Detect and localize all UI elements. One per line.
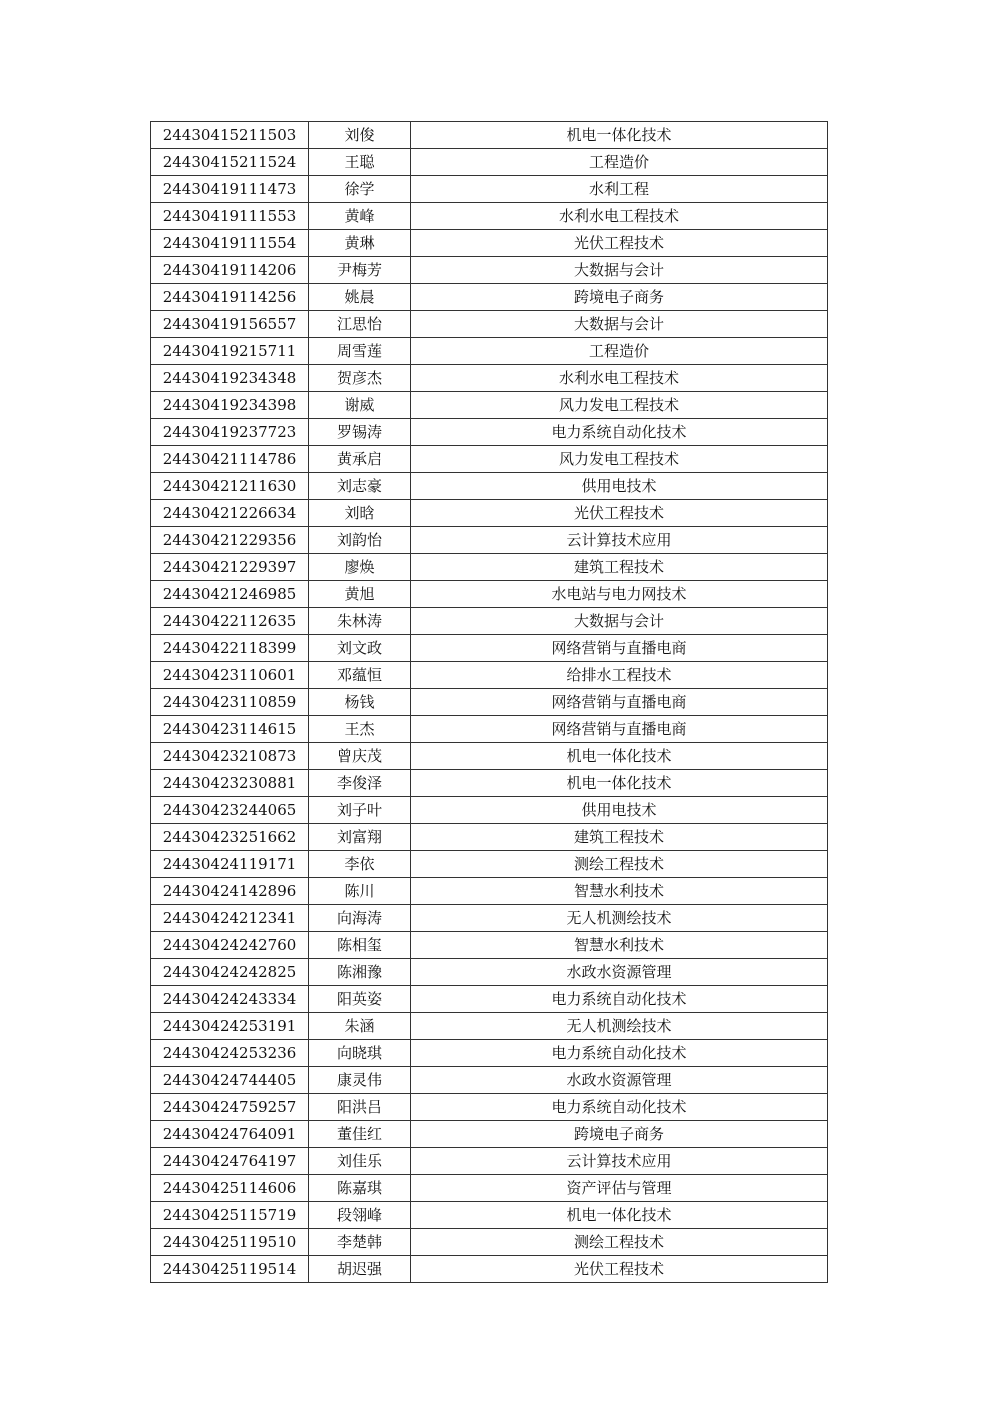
major-cell: 跨境电子商务 — [411, 284, 828, 311]
table-row — [151, 1229, 828, 1256]
table-row — [151, 743, 828, 770]
major-cell: 无人机测绘技术 — [411, 905, 828, 932]
major-cell: 资产评估与管理 — [411, 1175, 828, 1202]
student-name-cell: 陈湘豫 — [309, 959, 411, 986]
major-cell: 网络营销与直播电商 — [411, 635, 828, 662]
table-row — [151, 689, 828, 716]
major-cell: 跨境电子商务 — [411, 1121, 828, 1148]
table-row — [151, 1121, 828, 1148]
major-cell: 水政水资源管理 — [411, 959, 828, 986]
table-row — [151, 932, 828, 959]
table-row — [151, 446, 828, 473]
student-name-cell: 刘富翔 — [309, 824, 411, 851]
table-row — [151, 1202, 828, 1229]
student-id-cell: 24430415211503 — [151, 122, 309, 149]
student-id-cell: 24430422118399 — [151, 635, 309, 662]
student-name-cell: 阳英姿 — [309, 986, 411, 1013]
table-row — [151, 878, 828, 905]
table-row — [151, 392, 828, 419]
student-name-cell: 贺彦杰 — [309, 365, 411, 392]
table-row — [151, 203, 828, 230]
major-cell: 机电一体化技术 — [411, 122, 828, 149]
student-name-cell: 姚晨 — [309, 284, 411, 311]
table-row — [151, 1067, 828, 1094]
student-name-cell: 刘子叶 — [309, 797, 411, 824]
student-id-cell: 24430424242825 — [151, 959, 309, 986]
student-name-cell: 谢威 — [309, 392, 411, 419]
student-name-cell: 董佳红 — [309, 1121, 411, 1148]
major-cell: 水利水电工程技术 — [411, 365, 828, 392]
student-name-cell: 李依 — [309, 851, 411, 878]
table-row — [151, 716, 828, 743]
table-row — [151, 662, 828, 689]
student-id-cell: 24430419111473 — [151, 176, 309, 203]
student-name-cell: 廖焕 — [309, 554, 411, 581]
student-id-cell: 24430423114615 — [151, 716, 309, 743]
major-cell: 风力发电工程技术 — [411, 392, 828, 419]
table-row — [151, 311, 828, 338]
table-row — [151, 338, 828, 365]
student-id-cell: 24430424119171 — [151, 851, 309, 878]
major-cell: 云计算技术应用 — [411, 527, 828, 554]
student-name-cell: 康灵伟 — [309, 1067, 411, 1094]
student-name-cell: 江思怡 — [309, 311, 411, 338]
table-row — [151, 986, 828, 1013]
major-cell: 水政水资源管理 — [411, 1067, 828, 1094]
student-name-cell: 段翎峰 — [309, 1202, 411, 1229]
student-id-cell: 24430423244065 — [151, 797, 309, 824]
student-id-cell: 24430421229356 — [151, 527, 309, 554]
table-row — [151, 149, 828, 176]
major-cell: 水电站与电力网技术 — [411, 581, 828, 608]
table-row — [151, 230, 828, 257]
student-name-cell: 李俊泽 — [309, 770, 411, 797]
table-row — [151, 905, 828, 932]
table-row — [151, 554, 828, 581]
student-name-cell: 杨钱 — [309, 689, 411, 716]
major-cell: 电力系统自动化技术 — [411, 1040, 828, 1067]
major-cell: 电力系统自动化技术 — [411, 419, 828, 446]
student-id-cell: 24430423110859 — [151, 689, 309, 716]
major-cell: 云计算技术应用 — [411, 1148, 828, 1175]
student-id-cell: 24430424253191 — [151, 1013, 309, 1040]
major-cell: 光伏工程技术 — [411, 1256, 828, 1283]
student-name-cell: 尹梅芳 — [309, 257, 411, 284]
major-cell: 水利水电工程技术 — [411, 203, 828, 230]
student-table — [150, 121, 828, 1283]
table-row — [151, 959, 828, 986]
student-id-cell: 24430424212341 — [151, 905, 309, 932]
table-row — [151, 176, 828, 203]
student-id-cell: 24430424744405 — [151, 1067, 309, 1094]
student-id-cell: 24430424142896 — [151, 878, 309, 905]
major-cell: 无人机测绘技术 — [411, 1013, 828, 1040]
table-row — [151, 824, 828, 851]
table-row — [151, 581, 828, 608]
student-name-cell: 向海涛 — [309, 905, 411, 932]
table-row — [151, 1013, 828, 1040]
student-name-cell: 王聪 — [309, 149, 411, 176]
student-id-cell: 24430423210873 — [151, 743, 309, 770]
student-id-cell: 24430423230881 — [151, 770, 309, 797]
student-name-cell: 周雪莲 — [309, 338, 411, 365]
major-cell: 网络营销与直播电商 — [411, 689, 828, 716]
major-cell: 光伏工程技术 — [411, 500, 828, 527]
major-cell: 电力系统自动化技术 — [411, 1094, 828, 1121]
major-cell: 大数据与会计 — [411, 311, 828, 338]
student-name-cell: 朱涵 — [309, 1013, 411, 1040]
table-row — [151, 1256, 828, 1283]
table-row — [151, 257, 828, 284]
student-id-cell: 24430419114256 — [151, 284, 309, 311]
table-row — [151, 1094, 828, 1121]
major-cell: 机电一体化技术 — [411, 743, 828, 770]
major-cell: 风力发电工程技术 — [411, 446, 828, 473]
student-name-cell: 曾庆茂 — [309, 743, 411, 770]
student-id-cell: 24430419237723 — [151, 419, 309, 446]
student-id-cell: 24430424242760 — [151, 932, 309, 959]
student-name-cell: 朱林涛 — [309, 608, 411, 635]
major-cell: 智慧水利技术 — [411, 878, 828, 905]
table-row — [151, 527, 828, 554]
student-name-cell: 陈川 — [309, 878, 411, 905]
student-name-cell: 黄琳 — [309, 230, 411, 257]
student-id-cell: 24430423251662 — [151, 824, 309, 851]
student-id-cell: 24430424764091 — [151, 1121, 309, 1148]
major-cell: 电力系统自动化技术 — [411, 986, 828, 1013]
student-name-cell: 邓蕴恒 — [309, 662, 411, 689]
student-id-cell: 24430423110601 — [151, 662, 309, 689]
student-name-cell: 黄承启 — [309, 446, 411, 473]
major-cell: 网络营销与直播电商 — [411, 716, 828, 743]
student-id-cell: 24430424243334 — [151, 986, 309, 1013]
major-cell: 大数据与会计 — [411, 257, 828, 284]
table-row — [151, 1148, 828, 1175]
table-row — [151, 635, 828, 662]
major-cell: 测绘工程技术 — [411, 851, 828, 878]
student-id-cell: 24430424759257 — [151, 1094, 309, 1121]
student-id-cell: 24430419111554 — [151, 230, 309, 257]
student-id-cell: 24430421229397 — [151, 554, 309, 581]
table-row — [151, 851, 828, 878]
table-row — [151, 419, 828, 446]
student-name-cell: 刘俊 — [309, 122, 411, 149]
major-cell: 智慧水利技术 — [411, 932, 828, 959]
major-cell: 机电一体化技术 — [411, 1202, 828, 1229]
student-name-cell: 刘志豪 — [309, 473, 411, 500]
major-cell: 大数据与会计 — [411, 608, 828, 635]
major-cell: 测绘工程技术 — [411, 1229, 828, 1256]
student-id-cell: 24430424764197 — [151, 1148, 309, 1175]
major-cell: 光伏工程技术 — [411, 230, 828, 257]
student-name-cell: 向晓琪 — [309, 1040, 411, 1067]
student-id-cell: 24430424253236 — [151, 1040, 309, 1067]
table-row — [151, 797, 828, 824]
table-row — [151, 122, 828, 149]
student-table-body — [151, 122, 828, 1283]
student-id-cell: 24430419234398 — [151, 392, 309, 419]
table-row — [151, 770, 828, 797]
major-cell: 水利工程 — [411, 176, 828, 203]
student-name-cell: 胡迟强 — [309, 1256, 411, 1283]
table-row — [151, 473, 828, 500]
student-name-cell: 陈嘉琪 — [309, 1175, 411, 1202]
table-row — [151, 1040, 828, 1067]
major-cell: 给排水工程技术 — [411, 662, 828, 689]
table-row — [151, 1175, 828, 1202]
major-cell: 工程造价 — [411, 338, 828, 365]
student-id-cell: 24430419156557 — [151, 311, 309, 338]
table-row — [151, 284, 828, 311]
major-cell: 工程造价 — [411, 149, 828, 176]
table-row — [151, 500, 828, 527]
student-id-cell: 24430425119510 — [151, 1229, 309, 1256]
student-id-cell: 24430421246985 — [151, 581, 309, 608]
student-name-cell: 陈相玺 — [309, 932, 411, 959]
student-name-cell: 黄峰 — [309, 203, 411, 230]
student-id-cell: 24430421226634 — [151, 500, 309, 527]
student-name-cell: 王杰 — [309, 716, 411, 743]
student-name-cell: 刘文政 — [309, 635, 411, 662]
student-id-cell: 24430415211524 — [151, 149, 309, 176]
major-cell: 供用电技术 — [411, 797, 828, 824]
student-id-cell: 24430422112635 — [151, 608, 309, 635]
student-id-cell: 24430421211630 — [151, 473, 309, 500]
major-cell: 机电一体化技术 — [411, 770, 828, 797]
student-id-cell: 24430425119514 — [151, 1256, 309, 1283]
student-id-cell: 24430419111553 — [151, 203, 309, 230]
student-name-cell: 刘晗 — [309, 500, 411, 527]
student-id-cell: 24430421114786 — [151, 446, 309, 473]
student-id-cell: 24430419215711 — [151, 338, 309, 365]
student-name-cell: 罗锡涛 — [309, 419, 411, 446]
student-name-cell: 刘韵怡 — [309, 527, 411, 554]
major-cell: 建筑工程技术 — [411, 824, 828, 851]
student-id-cell: 24430419234348 — [151, 365, 309, 392]
major-cell: 建筑工程技术 — [411, 554, 828, 581]
student-id-cell: 24430419114206 — [151, 257, 309, 284]
student-id-cell: 24430425115719 — [151, 1202, 309, 1229]
student-name-cell: 徐学 — [309, 176, 411, 203]
student-name-cell: 刘佳乐 — [309, 1148, 411, 1175]
major-cell: 供用电技术 — [411, 473, 828, 500]
student-name-cell: 黄旭 — [309, 581, 411, 608]
student-name-cell: 李楚韩 — [309, 1229, 411, 1256]
student-name-cell: 阳洪吕 — [309, 1094, 411, 1121]
table-row — [151, 608, 828, 635]
student-id-cell: 24430425114606 — [151, 1175, 309, 1202]
table-row — [151, 365, 828, 392]
